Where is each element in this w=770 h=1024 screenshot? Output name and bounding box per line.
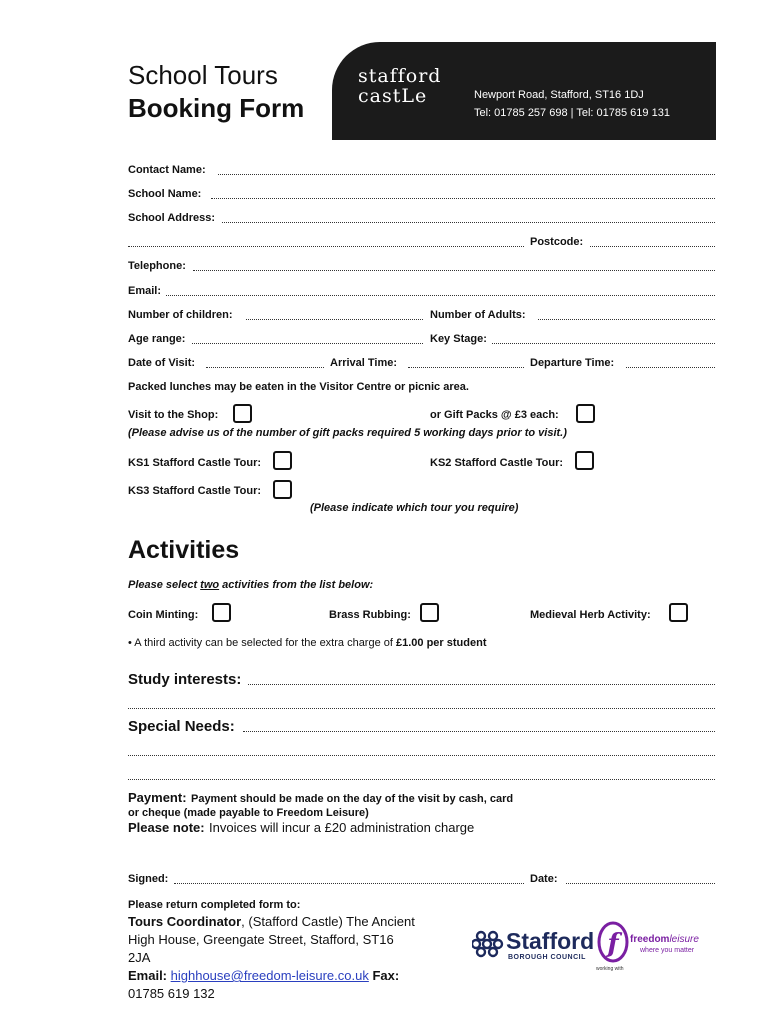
- gift-packs-checkbox[interactable]: [576, 404, 595, 423]
- freedom-f-icon: [596, 920, 630, 966]
- num-children-label: Number of children:: [128, 309, 233, 321]
- departure-time-field[interactable]: [626, 367, 715, 368]
- signed-field[interactable]: [174, 883, 524, 884]
- brass-rubbing-checkbox[interactable]: [420, 603, 439, 622]
- fl-name-a: freedom: [630, 934, 670, 945]
- num-children-field[interactable]: [246, 319, 423, 320]
- email-field[interactable]: [166, 295, 715, 296]
- herb-activity-label: Medieval Herb Activity:: [530, 609, 651, 621]
- ks2-tour-label: KS2 Stafford Castle Tour:: [430, 457, 564, 469]
- sbc-subtitle: BOROUGH COUNCIL: [508, 954, 586, 961]
- special-needs-field-line3[interactable]: [128, 779, 715, 780]
- ks1-tour-checkbox[interactable]: [273, 451, 292, 470]
- fax-number: 01785 619 132: [128, 986, 215, 1001]
- visit-shop-label: Visit to the Shop:: [128, 409, 219, 421]
- school-address-field[interactable]: [222, 222, 715, 223]
- coin-minting-checkbox[interactable]: [212, 603, 231, 622]
- payment-label: Payment:: [128, 790, 187, 805]
- return-email-link[interactable]: highhouse@freedom-leisure.co.uk: [170, 968, 369, 983]
- ks3-tour-checkbox[interactable]: [273, 480, 292, 499]
- contact-name-label: Contact Name:: [128, 164, 206, 176]
- instruction-emphasis: two: [200, 579, 220, 591]
- age-range-label: Age range:: [128, 333, 186, 345]
- num-adults-field[interactable]: [538, 319, 715, 320]
- header-address: Newport Road, Stafford, ST16 1DJ: [474, 89, 644, 101]
- email-label: Email:: [128, 285, 162, 297]
- date-of-visit-field[interactable]: [206, 367, 324, 368]
- postcode-field[interactable]: [590, 246, 715, 247]
- form-title-line2: Booking Form: [128, 93, 305, 123]
- stafford-castle-logo: [358, 66, 441, 106]
- telephone-field[interactable]: [193, 270, 715, 271]
- return-email-label: Email:: [128, 968, 168, 983]
- fax-label: Fax:: [372, 968, 400, 983]
- packed-lunch-note: Packed lunches may be eaten in the Visitor Centre or picnic area.: [128, 381, 469, 393]
- school-name-label: School Name:: [128, 188, 202, 200]
- coordinator-label: Tours Coordinator: [128, 914, 242, 929]
- school-address-label: School Address:: [128, 212, 215, 224]
- contact-name-field[interactable]: [218, 174, 715, 175]
- header-phones: Tel: 01785 257 698 | Tel: 01785 619 131: [474, 107, 670, 119]
- sbc-name: Stafford: [506, 928, 595, 954]
- header-contact: [474, 86, 670, 122]
- special-needs-field-line2[interactable]: [128, 755, 715, 756]
- third-activity-price: £1.00 per student: [396, 637, 487, 649]
- instruction-text-end: activities from the list below:: [219, 579, 374, 591]
- telephone-label: Telephone:: [128, 260, 186, 272]
- freedom-leisure-tagline: where you matter: [640, 947, 695, 954]
- activities-heading: Activities: [128, 536, 240, 564]
- freedom-leisure-name: [630, 934, 699, 945]
- please-note-label: Please note:: [128, 820, 205, 835]
- age-range-field[interactable]: [192, 343, 423, 344]
- key-stage-label: Key Stage:: [430, 333, 487, 345]
- study-interests-label: Study interests:: [128, 671, 242, 688]
- coordinator-address-2: High House, Greengate Street, Stafford, ST16: [128, 932, 394, 947]
- form-title-line1: School Tours: [128, 60, 278, 90]
- date-of-visit-label: Date of Visit:: [128, 357, 196, 369]
- third-activity-text: • A third activity can be selected for the extra charge of: [128, 637, 396, 649]
- ks2-tour-checkbox[interactable]: [575, 451, 594, 470]
- activities-instruction: [128, 579, 373, 591]
- logo-text-line1: stafford: [358, 65, 442, 87]
- postcode-label: Postcode:: [530, 236, 584, 248]
- departure-time-label: Departure Time:: [530, 357, 615, 369]
- special-needs-field[interactable]: [243, 731, 715, 732]
- brass-rubbing-label: Brass Rubbing:: [329, 609, 411, 621]
- coin-minting-label: Coin Minting:: [128, 609, 199, 621]
- fl-name-b: leisure: [669, 934, 699, 945]
- study-interests-field-line2[interactable]: [128, 708, 715, 709]
- logo-text-line2: castLe: [358, 85, 428, 107]
- payment-text-1: Payment should be made on the day of the visit by cash, card: [190, 793, 514, 805]
- coordinator-address-3: 2JA: [128, 950, 151, 965]
- please-note-text: Invoices will incur a £20 administration charge: [209, 820, 475, 835]
- gift-packs-label: or Gift Packs @ £3 each:: [430, 409, 559, 421]
- school-address-field-line2[interactable]: [128, 246, 524, 247]
- gift-packs-note: (Please advise us of the number of gift packs required 5 working days prior to visit.): [128, 427, 567, 439]
- svg-text:f: f: [607, 929, 619, 959]
- stafford-borough-council-logo: [472, 926, 594, 971]
- tour-indicate-note: (Please indicate which tour you require): [310, 502, 519, 514]
- coordinator-address-1: , (Stafford Castle) The Ancient: [241, 914, 415, 929]
- ks1-tour-label: KS1 Stafford Castle Tour:: [128, 457, 262, 469]
- date-label: Date:: [530, 873, 558, 885]
- return-address: [128, 913, 415, 1003]
- special-needs-label: Special Needs:: [128, 718, 235, 735]
- school-name-field[interactable]: [211, 198, 715, 199]
- freedom-leisure-logo: [596, 920, 699, 972]
- signed-label: Signed:: [128, 873, 169, 885]
- num-adults-label: Number of Adults:: [430, 309, 526, 321]
- visit-shop-checkbox[interactable]: [233, 404, 252, 423]
- return-heading: Please return completed form to:: [128, 899, 301, 911]
- date-field[interactable]: [566, 883, 715, 884]
- ks3-tour-label: KS3 Stafford Castle Tour:: [128, 485, 262, 497]
- working-with-note: working with: [596, 966, 624, 972]
- arrival-time-field[interactable]: [408, 367, 524, 368]
- study-interests-field[interactable]: [248, 684, 715, 685]
- key-stage-field[interactable]: [492, 343, 715, 344]
- payment-text-2: or cheque (made payable to Freedom Leisure): [128, 807, 369, 819]
- third-activity-note: [128, 637, 486, 649]
- payment-block: [128, 791, 513, 835]
- arrival-time-label: Arrival Time:: [330, 357, 398, 369]
- herb-activity-checkbox[interactable]: [669, 603, 688, 622]
- instruction-text: Please select: [128, 579, 201, 591]
